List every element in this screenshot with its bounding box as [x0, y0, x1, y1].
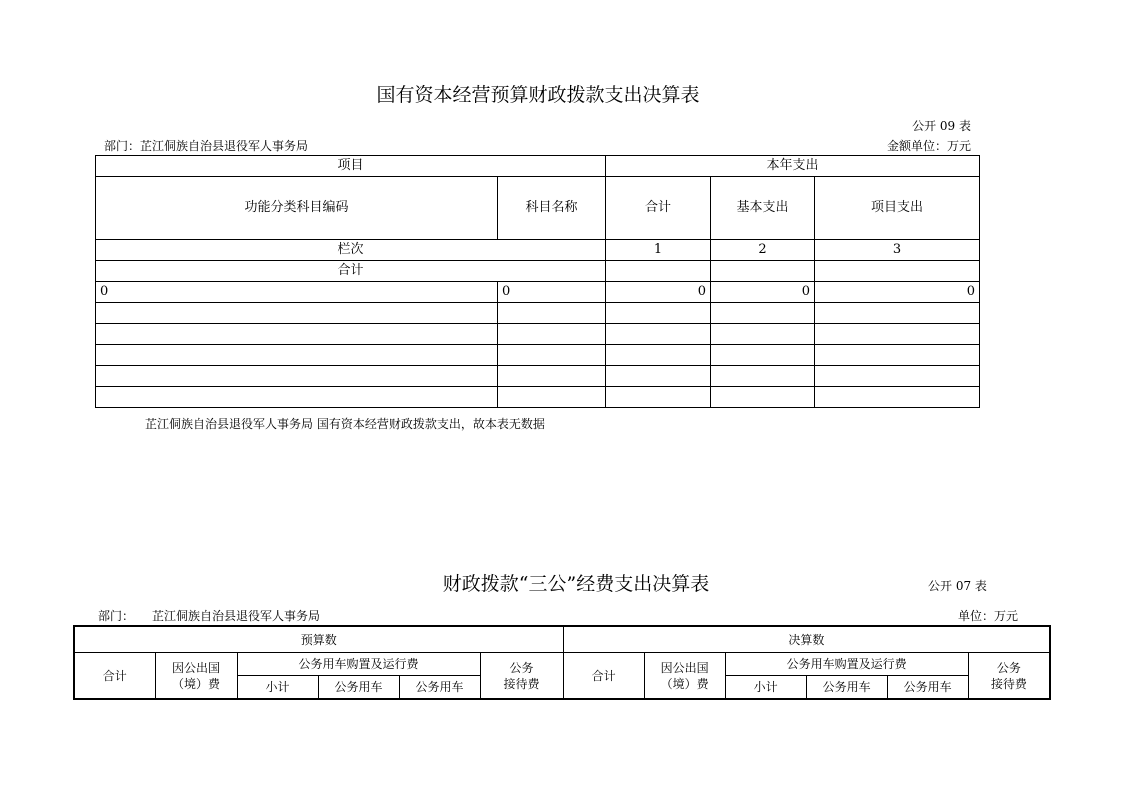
column-index-1: 1 [606, 240, 711, 261]
table1-department: 部门：芷江侗族自治县退役军人事务局 [104, 139, 309, 153]
capital-budget-table [95, 155, 980, 408]
table2-unit: 单位：万元 [957, 609, 1018, 623]
cell-basic: 0 [711, 282, 815, 303]
final-abroad [644, 653, 725, 700]
empty-cell [815, 387, 980, 408]
table2-department: 芷江侗族自治县退役军人事务局 [152, 609, 321, 623]
final-car-2: 公务用车 [887, 676, 968, 700]
budget-reception [480, 653, 563, 700]
table2-department-label: 部门： [98, 609, 135, 623]
header-current-year-expense: 本年支出 [606, 156, 980, 177]
table-row [96, 324, 980, 345]
table-row [96, 366, 980, 387]
empty-cell [96, 345, 498, 366]
total-row-basic [711, 261, 815, 282]
column-index-label: 栏次 [96, 240, 606, 261]
budget-header: 预算数 [74, 626, 563, 653]
final-reception-line2: 接待费 [990, 676, 1027, 691]
header-project: 项目支出 [815, 177, 980, 240]
column-index-3: 3 [815, 240, 980, 261]
final-reception-line1: 公务 [996, 660, 1021, 675]
final-header: 决算数 [563, 626, 1050, 653]
empty-cell [498, 345, 606, 366]
empty-cell [606, 303, 711, 324]
table2-title: 财政拨款“三公”经费支出决算表 [442, 573, 710, 595]
empty-cell [498, 366, 606, 387]
empty-cell [498, 303, 606, 324]
cell-code: 0 [96, 282, 498, 303]
final-subtotal: 小计 [725, 676, 806, 700]
header-basic: 基本支出 [711, 177, 815, 240]
table1-note: 芷江侗族自治县退役军人事务局 国有资本经营财政拨款支出，故本表无数据 [145, 417, 545, 431]
final-total: 合计 [563, 653, 644, 700]
total-row-label: 合计 [96, 261, 606, 282]
table2-code: 公开 07 表 [928, 579, 987, 593]
three-public-expense-table [73, 625, 1051, 700]
empty-cell [96, 387, 498, 408]
header-subject-name: 科目名称 [498, 177, 606, 240]
final-reception [968, 653, 1050, 700]
empty-cell [815, 303, 980, 324]
empty-cell [711, 366, 815, 387]
budget-abroad-line2: （境）费 [171, 676, 220, 691]
empty-cell [606, 387, 711, 408]
empty-cell [606, 324, 711, 345]
header-total: 合计 [606, 177, 711, 240]
empty-cell [606, 366, 711, 387]
cell-name: 0 [498, 282, 606, 303]
total-row-total [606, 261, 711, 282]
table-row [96, 282, 980, 303]
empty-cell [498, 387, 606, 408]
header-item: 项目 [96, 156, 606, 177]
empty-cell [815, 345, 980, 366]
budget-vehicle: 公务用车购置及运行费 [237, 653, 480, 676]
budget-reception-line1: 公务 [509, 660, 534, 675]
budget-car-2: 公务用车 [399, 676, 480, 700]
empty-cell [711, 345, 815, 366]
final-abroad-line1: 因公出国 [660, 660, 709, 675]
table-row [96, 303, 980, 324]
empty-cell [711, 387, 815, 408]
empty-cell [96, 324, 498, 345]
final-car-1: 公务用车 [806, 676, 887, 700]
empty-cell [815, 324, 980, 345]
budget-total: 合计 [74, 653, 155, 700]
budget-reception-line2: 接待费 [503, 676, 540, 691]
table-row [96, 387, 980, 408]
empty-cell [711, 324, 815, 345]
column-index-2: 2 [711, 240, 815, 261]
table1-code: 公开 09 表 [912, 119, 971, 133]
empty-cell [96, 303, 498, 324]
empty-cell [498, 324, 606, 345]
table-row [96, 345, 980, 366]
budget-car-1: 公务用车 [318, 676, 399, 700]
table1-unit: 金额单位：万元 [886, 139, 971, 153]
cell-total: 0 [606, 282, 711, 303]
total-row-project [815, 261, 980, 282]
final-vehicle: 公务用车购置及运行费 [725, 653, 968, 676]
budget-subtotal: 小计 [237, 676, 318, 700]
empty-cell [711, 303, 815, 324]
header-func-code: 功能分类科目编码 [96, 177, 498, 240]
empty-cell [606, 345, 711, 366]
budget-abroad-line1: 因公出国 [171, 660, 220, 675]
empty-cell [96, 366, 498, 387]
budget-abroad [155, 653, 237, 700]
final-abroad-line2: （境）费 [660, 676, 709, 691]
cell-project: 0 [815, 282, 980, 303]
empty-cell [815, 366, 980, 387]
table1-title: 国有资本经营预算财政拨款支出决算表 [376, 84, 700, 106]
